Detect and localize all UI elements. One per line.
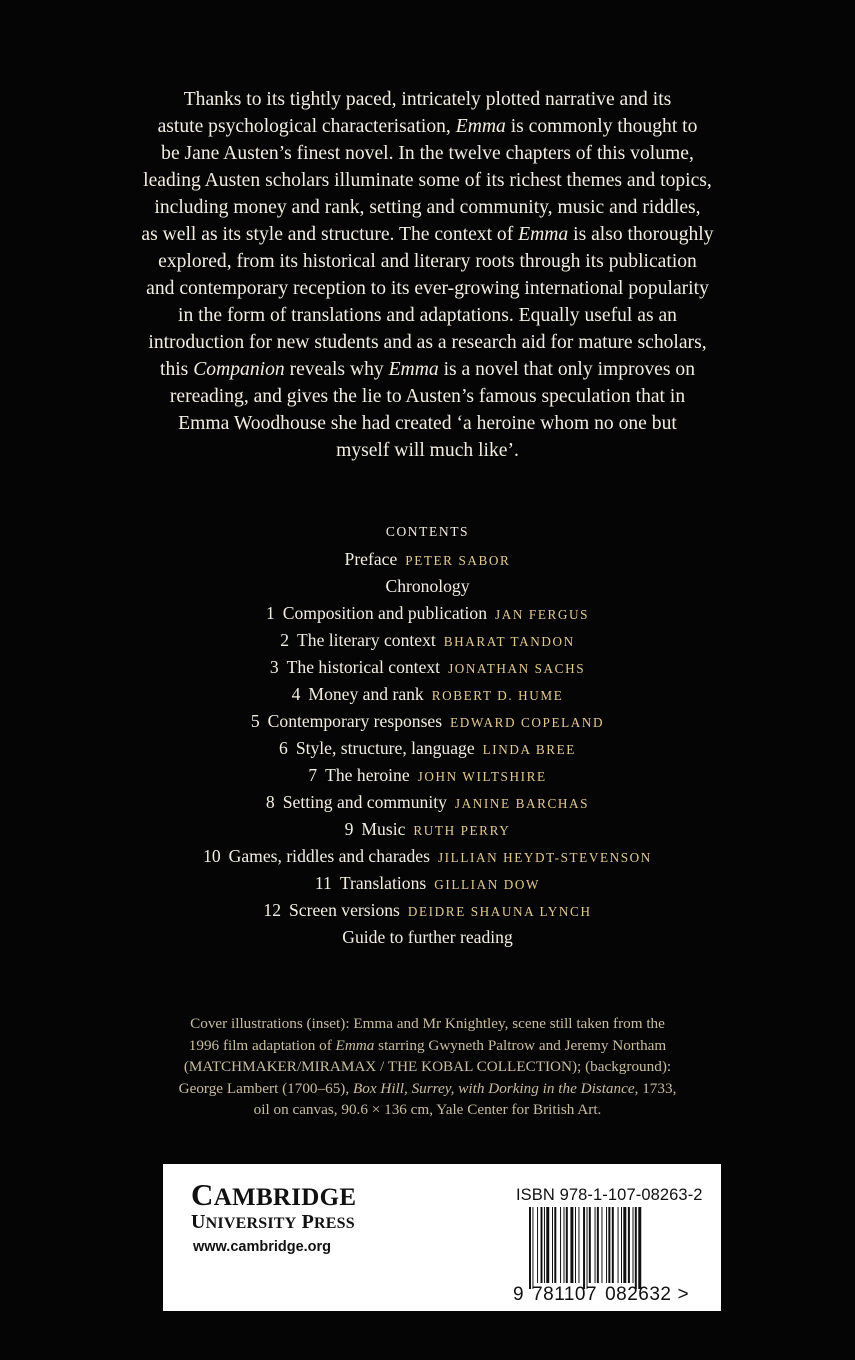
contents-item: [120, 600, 735, 627]
barcode-arrow: >: [677, 1284, 690, 1305]
chapter-number: 8: [265, 792, 275, 812]
chapter-title: Setting and community: [282, 792, 447, 812]
credits-text: George Lambert (1700–65),: [178, 1079, 353, 1097]
chapter-number: 5: [250, 711, 260, 731]
contents-heading: CONTENTS: [385, 524, 470, 539]
chapter-number: 12: [263, 900, 281, 920]
blurb-italic-text: Emma: [518, 224, 569, 245]
chapter-number: 3: [269, 657, 279, 677]
chapter-author: JILLIAN HEYDT-STEVENSON: [437, 850, 652, 865]
credits-italic-text: Emma: [335, 1036, 375, 1054]
blurb-text: is also thoroughly: [568, 224, 714, 245]
contents-item: [120, 843, 735, 870]
blurb-text: be Jane Austen’s finest novel. In the twelve chapters of this volume,: [161, 143, 694, 164]
contents-item: [120, 546, 735, 573]
chapter-number: 9: [344, 819, 354, 839]
chapter-title: The literary context: [297, 630, 436, 650]
chapter-number: 10: [203, 846, 221, 866]
contents-item: [120, 708, 735, 735]
blurb-text: leading Austen scholars illuminate some of its richest themes and topics,: [143, 170, 712, 191]
chapter-author: EDWARD COPELAND: [450, 715, 605, 730]
credits-line: [130, 1056, 725, 1078]
blurb-text: introduction for new students and as a research aid for mature scholars,: [148, 332, 707, 353]
chapter-title: Composition and publication: [282, 603, 488, 623]
blurb-line: [120, 167, 735, 194]
blurb-line: [120, 113, 735, 140]
credits-text: (MATCHMAKER/MIRAMAX / THE KOBAL COLLECTION); (background):: [183, 1058, 672, 1075]
credits-line: [130, 1013, 725, 1035]
chapter-author: GILLIAN DOW: [434, 877, 541, 892]
chapter-author: JANINE BARCHAS: [454, 796, 590, 811]
isbn-label: ISBN 978-1-107-08263-2: [516, 1186, 703, 1204]
credits-text: oil on canvas, 90.6 × 136 cm, Yale Center for British Art.: [253, 1101, 602, 1118]
blurb-text: Thanks to its tightly paced, intricately plotted narrative and its: [183, 89, 672, 110]
chapter-author: LINDA BREE: [482, 742, 576, 757]
chapter-author: ROBERT D. HUME: [431, 688, 564, 703]
blurb-text: as well as its style and structure. The context of: [141, 224, 519, 245]
chapter-title: Money and rank: [308, 684, 424, 704]
blurb-line: [120, 248, 735, 275]
blurb-text: including money and rank, setting and community, music and riddles,: [154, 197, 701, 218]
chapter-author: BHARAT TANDON: [443, 634, 575, 649]
chapter-author: JAN FERGUS: [495, 607, 590, 622]
barcode-icon: [529, 1207, 699, 1289]
contents-item: [120, 897, 735, 924]
blurb-text: is commonly thought to: [505, 116, 698, 137]
blurb-line: [120, 194, 735, 221]
blurb-line: [120, 383, 735, 410]
barcode-digits-group2: 082632: [605, 1284, 672, 1305]
blurb-italic-text: Emma: [455, 116, 506, 137]
blurb-line: [120, 437, 735, 464]
chapter-author: RUTH PERRY: [413, 823, 511, 838]
blurb-line: [120, 221, 735, 248]
blurb-line: [120, 356, 735, 383]
back-cover-blurb: [120, 86, 735, 464]
contents-item: [120, 654, 735, 681]
chapter-number: 11: [314, 873, 332, 893]
blurb-line: [120, 302, 735, 329]
blurb-text: is a novel that only improves on: [438, 359, 695, 380]
chapter-title: The heroine: [325, 765, 410, 785]
contents-item: [120, 924, 735, 951]
contents-item: [120, 627, 735, 654]
contents-section: [120, 521, 735, 951]
chapter-title: Music: [361, 819, 406, 839]
chapter-number: 7: [308, 765, 318, 785]
credits-text: Cover illustrations (inset): Emma and Mr Knightley, scene still taken from the: [190, 1015, 665, 1032]
contents-item: [120, 681, 735, 708]
credits-line: [130, 1078, 725, 1100]
cover-credits: [130, 1013, 725, 1121]
credits-text: , 1733,: [634, 1079, 677, 1097]
chapter-title: Games, riddles and charades: [228, 846, 430, 866]
contents-item: [120, 573, 735, 600]
blurb-line: [120, 410, 735, 437]
blurb-text: explored, from its historical and literary roots through its publication: [158, 251, 697, 272]
chapter-number: 4: [291, 684, 301, 704]
chapter-title: The historical context: [286, 657, 441, 677]
blurb-text: this: [160, 359, 194, 380]
contents-list: [120, 546, 735, 951]
blurb-text: and contemporary reception to its ever-growing international popularity: [146, 278, 709, 299]
chapter-title: Guide to further reading: [342, 927, 513, 947]
barcode-digits-group1: 781107: [532, 1284, 598, 1305]
contents-item: [120, 762, 735, 789]
contents-item: [120, 735, 735, 762]
credits-line: [130, 1035, 725, 1057]
chapter-title: Style, structure, language: [295, 738, 475, 758]
blurb-line: [120, 140, 735, 167]
chapter-title: Chronology: [385, 576, 470, 596]
contents-item: [120, 816, 735, 843]
blurb-text: myself will much like’.: [336, 440, 519, 461]
blurb-italic-text: Companion: [193, 359, 285, 380]
publisher-website[interactable]: www.cambridge.org: [193, 1239, 332, 1255]
blurb-line: [120, 275, 735, 302]
chapter-title: Preface: [344, 549, 398, 569]
contents-item: [120, 789, 735, 816]
credits-italic-text: Box Hill, Surrey, with Dorking in the Distance: [352, 1079, 635, 1097]
chapter-number: 1: [265, 603, 275, 623]
blurb-text: Emma Woodhouse she had created ‘a heroine whom no one but: [178, 413, 677, 434]
chapter-author: JOHN WILTSHIRE: [417, 769, 547, 784]
blurb-text: astute psychological characterisation,: [157, 116, 456, 137]
publisher-name-line1: CAMBRIDGE: [191, 1177, 357, 1212]
chapter-number: 2: [280, 630, 290, 650]
blurb-text: rereading, and gives the lie to Austen’s famous speculation that in: [169, 386, 686, 407]
chapter-author: JONATHAN SACHS: [448, 661, 586, 676]
blurb-text: in the form of translations and adaptations. Equally useful as an: [178, 305, 677, 326]
blurb-italic-text: Emma: [388, 359, 439, 380]
barcode-digits: [513, 1284, 689, 1306]
publisher-logo: [191, 1179, 356, 1232]
blurb-line: [120, 329, 735, 356]
chapter-author: DEIDRE SHAUNA LYNCH: [407, 904, 592, 919]
credits-text: starring Gwyneth Paltrow and Jeremy Northam: [374, 1036, 667, 1054]
chapter-author: PETER SABOR: [405, 553, 511, 568]
contents-item: [120, 870, 735, 897]
chapter-title: Screen versions: [289, 900, 400, 920]
publisher-box: [163, 1164, 721, 1311]
publisher-name-line2: UNIVERSITY PRESS: [191, 1211, 355, 1233]
chapter-title: Translations: [339, 873, 427, 893]
barcode-digit-lead: 9: [513, 1284, 525, 1305]
blurb-text: reveals why: [284, 359, 389, 380]
credits-text: 1996 film adaptation of: [188, 1036, 336, 1054]
blurb-line: [120, 86, 735, 113]
credits-line: [130, 1099, 725, 1121]
chapter-number: 6: [279, 738, 288, 758]
chapter-title: Contemporary responses: [267, 711, 443, 731]
